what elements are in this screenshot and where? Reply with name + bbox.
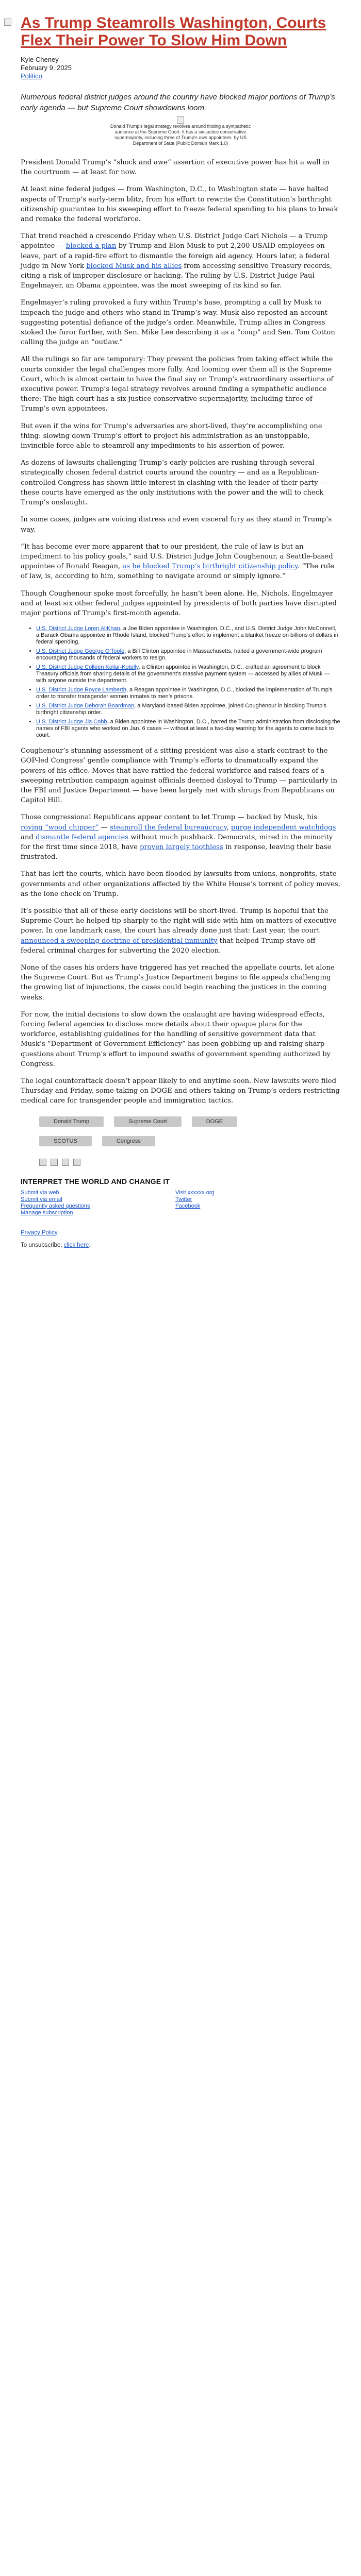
- footer: [21, 1177, 340, 1216]
- paragraph: President Donald Trump’s “shock and awe” assertion of executive power has hit a wall in the courtroom — at least for now.: [21, 159, 330, 177]
- share-icon[interactable]: [51, 1159, 58, 1166]
- list-item: • U.S. District Judge George O’Toole, a Bill Clinton appointee in Massachusetts, halted a government-wide program encouraging thousands of federal workers to resign.: [36, 648, 340, 662]
- list-item: • U.S. District Judge Royce Lamberth, a Reagan appointee in Washington, D.C., blocked the implementation of Trump’s order to transfer transgender women inmates to men’s prisons.: [36, 687, 340, 700]
- judge-link[interactable]: U.S. District Judge Loren AliKhan: [36, 625, 120, 632]
- article-body: [21, 158, 340, 1106]
- paragraph: Those congressional Republicans appear content to let Trump — backed by Musk, his roving “wood chipper” — steamroll the federal bureaucracy, purge independent watchdogs and dismantle federal agencies without much pushback. Democrats, mired in the minority for the first time since 2018, have proven largely toothless in response, leaving their base frustrated.: [21, 814, 336, 861]
- paragraph: The legal counterattack doesn’t appear likely to end anytime soon. New lawsuits were filed Thursday and Friday, some taking on DOGE and others taking on Trump’s orders restricting medical care for transgender people and immigration tactics.: [21, 1077, 340, 1105]
- watchdogs-link[interactable]: purge independent watchdogs: [231, 823, 336, 832]
- toothless-link[interactable]: proven largely toothless: [140, 843, 223, 851]
- judge-link[interactable]: U.S. District Judge Jia Cobb: [36, 719, 107, 725]
- faq-link[interactable]: Frequently asked questions: [21, 1202, 90, 1209]
- list-item: • U.S. District Judge Colleen Kollar-Kotelly, a Clinton appointee in Washington, D.C., crafted an agreement to block Treasury officials from sharing details of the government’s massive payment system — accessed by allies of Musk — with anyone outside the department.: [36, 664, 340, 684]
- paragraph: None of the cases his orders have triggered has yet reached the appellate courts, let alone the Supreme Court. But as Trump’s Justice Department begins to file appeals challenging the growing list of injunctions, the cases could begin reaching the justices in the coming weeks.: [21, 963, 335, 1002]
- bottom-links: [21, 1230, 340, 1248]
- article-image-icon: [177, 116, 184, 124]
- footer-links: [21, 1190, 340, 1216]
- list-item: • U.S. District Judge Loren AliKhan, a Joe Biden appointee in Washington, D.C., and U.S. District Judge John McConnell, a Barack Obama appointee in Rhode Island, blocked Trump’s effort to implement a blanket freeze on billions of dollars in federal spending.: [36, 625, 340, 646]
- steamroll-link[interactable]: steamroll the federal bureaucracy: [110, 823, 227, 832]
- birthright-link[interactable]: as he blocked Trump’s birthright citizenship policy: [122, 563, 298, 571]
- author: Kyle Cheney: [21, 56, 59, 63]
- paragraph: That has left the courts, which have been flooded by lawsuits from unions, nonprofits, state governments and other organizations affected by the White House’s torrent of policy moves, as the lone check on Trump.: [21, 870, 340, 898]
- submit-email-link[interactable]: Submit via email: [21, 1196, 62, 1202]
- list-item: • U.S. District Judge Deborah Boardman, a Maryland-based Biden appointee, joined Coughenour in blocking Trump’s birthright citizenship order.: [36, 703, 340, 716]
- image-block: [103, 116, 258, 146]
- page: [0, 14, 361, 1248]
- broken-image-icon: [4, 19, 11, 26]
- manage-subscription-link[interactable]: Manage subscription: [21, 1209, 73, 1216]
- paragraph: “It has become ever more apparent that to our president, the rule of law is but an impediment to his policy goals,” said U.S. District Judge John Coughenour, a Seattle-based appointee of Ronald Reagan, as he blocked Trump’s birthright citizenship policy. “The rule of law, is, according to him, something to navigate around or simply ignore.”: [21, 543, 335, 581]
- paragraph: That trend reached a crescendo Friday when U.S. District Judge Carl Nichols — a Trump appointee — blocked a plan by Trump and Elon Musk to put 2,200 USAID employees on leave, part of a rapid-fire effort to dismantle the foreign aid agency. Hours later, a federal judge in New York blocked Musk and his allies from accessing sensitive Treasury records, citing a risk of improper disclosure or hacking. The ruling by U.S. District Judge Paul Engelmayer, an Obama appointee, was the most sweeping of its kind so far.: [21, 232, 332, 290]
- tag-list: [21, 1116, 256, 1146]
- tag-donald-trump[interactable]: Donald Trump: [39, 1116, 104, 1127]
- paragraph: For now, the initial decisions to slow down the onslaught are having widespread effects, forcing federal agencies to disclose more details about their opaque plans for the workforce, establishing guidelines for the handling of sensitive government data that Musk’s “Department of Government Efficiency” has been gobbling up and raising sharp questions about Trump’s effort to impound swaths of government spending authorized by Congress.: [21, 1010, 331, 1068]
- paragraph: In some cases, judges are voicing distress and even visceral fury as they stand in Trump’s way.: [21, 516, 332, 534]
- tag-scotus[interactable]: SCOTUS: [39, 1136, 92, 1146]
- unsubscribe-link[interactable]: click here: [63, 1242, 89, 1248]
- tag-supreme-court[interactable]: Supreme Court: [114, 1116, 182, 1127]
- footer-heading: INTERPRET THE WORLD AND CHANGE IT: [21, 1177, 170, 1185]
- judge-link[interactable]: U.S. District Judge Deborah Boardman: [36, 703, 135, 709]
- article-card: [21, 14, 340, 1248]
- wood-chipper-link[interactable]: roving “wood chipper”: [21, 823, 99, 832]
- share-icon[interactable]: [73, 1159, 80, 1166]
- judges-list: [21, 625, 340, 739]
- twitter-link[interactable]: Twitter: [175, 1196, 192, 1202]
- section-link[interactable]: Politico: [21, 72, 42, 80]
- unsubscribe-line: To unsubscribe, click here.: [21, 1242, 91, 1248]
- paragraph: But even if the wins for Trump’s adversaries are short-lived, they’re accomplishing one thing: slowing down Trump’s effort to project his administration as an unstoppable, invincible force able to steamroll any impediments to his assertion of power.: [21, 422, 322, 450]
- agencies-link[interactable]: dismantle federal agencies: [36, 833, 129, 841]
- judge-link[interactable]: U.S. District Judge Colleen Kollar-Kotelly: [36, 664, 139, 671]
- article-meta: [21, 56, 340, 80]
- publish-date: February 9, 2025: [21, 64, 72, 72]
- submit-web-link[interactable]: Submit via web: [21, 1189, 59, 1196]
- privacy-policy-link[interactable]: Privacy Policy: [21, 1229, 58, 1236]
- judge-link[interactable]: U.S. District Judge Royce Lamberth: [36, 687, 126, 693]
- paragraph: Though Coughenour spoke most forcefully, he hasn’t been alone. He, Nichols, Engelmayer and at least six other federal judges appointed by presidents of both parties have disrupted major portions of Trump’s first-month agenda.: [21, 589, 337, 617]
- paragraph: Engelmayer’s ruling provoked a fury within Trump’s base, prompting a call by Musk to impeach the judge and others who stand in Trump’s way. Musk also reposted an account suggesting potential defiance of the judge’s order. Meanwhile, Trump allies in Congress stoked the furor further, with Sen. Mike Lee describing it as a “coup” and Sen. Tom Cotton calling the judge an “outlaw.”: [21, 299, 335, 347]
- list-item: • U.S. District Judge Jia Cobb, a Biden appointee in Washington, D.C., barred the Trump administration from disclosing the names of FBI agents who worked on Jan. 6 cases — without at least a two-day warning for the agents to come back to court.: [36, 719, 340, 739]
- tag-congress[interactable]: Congress: [102, 1136, 155, 1146]
- facebook-link[interactable]: Facebook: [175, 1202, 201, 1209]
- immunity-link[interactable]: announced a sweeping doctrine of presidential immunity: [21, 937, 218, 945]
- paragraph: As dozens of lawsuits challenging Trump’s early policies are rushing through several strategically chosen federal district courts around the country — and as a Republican-controlled Congress has shown little interest in clashing with the leader of their party — these courts have emerged as the only institutions with the power and the will to check Trump’s onslaught.: [21, 459, 327, 507]
- share-row: [39, 1159, 340, 1166]
- share-icon[interactable]: [39, 1159, 46, 1166]
- blocked-musk-link[interactable]: blocked Musk and his allies: [86, 262, 182, 270]
- visit-site-link[interactable]: Visit xxxxxx.org: [175, 1189, 215, 1196]
- paragraph: At least nine federal judges — from Washington, D.C., to Washington state — have halted aspects of Trump’s early-term blitz, from his effort to rewrite the Constitution’s birthright citizenship guarantee to his sweeping effort to freeze federal spending to his plans to break and remake the federal workforce.: [21, 185, 338, 224]
- tag-doge[interactable]: DOGE: [192, 1116, 237, 1127]
- share-icon[interactable]: [62, 1159, 69, 1166]
- article-dek: Numerous federal district judges around the country have blocked major portions of Trump’s early agenda — but Supreme Court showdowns loom.: [21, 93, 335, 112]
- judge-link[interactable]: U.S. District Judge George O’Toole: [36, 648, 125, 655]
- image-caption: Donald Trump's legal strategy revolves around finding a sympathetic audience at the Supreme Court. It has a six-justice conservative supermajority, including three of Trump's own appointees. by US Department of State (Public Domain Mark 1.0): [110, 124, 251, 146]
- article-title[interactable]: As Trump Steamrolls Washington, Courts Flex Their Power To Slow Him Down: [21, 14, 326, 49]
- paragraph: All the rulings so far are temporary: They prevent the policies from taking effect while the courts consider the legal challenges more fully. And looming over them all is the Supreme Court, which is almost certain to have the final say on Trump’s extraordinary assertions of executive power. Trump’s legal strategy revolves around finding a sympathetic audience there: The high court has a six-justice conservative supermajority, including three of Trump’s own appointees.: [21, 355, 334, 413]
- paragraph: It’s possible that all of these early decisions will be short-lived. Trump is hopeful that the Supreme Court he helped tip sharply to the right will side with him on matters of executive power. In one landmark case, the court has already done just that: Last year, the court announced a sweeping doctrine of presidential immunity that helped Trump stave off federal criminal charges for subverting the 2020 election.: [21, 907, 337, 955]
- paragraph: Coughenour’s stunning assessment of a sitting president was also a stark contrast to the GOP-led Congress’ gentle compliance with Trump’s efforts to dramatically expand the powers of his office. Moves that have rattled the federal workforce and raised fears of a sweeping retribution campaign against officials deemed disloyal to Trump — particularly in the FBI and Justice Department — have been largely met with shrugs from Republicans on Capitol Hill.: [21, 747, 337, 805]
- blocked-plan-link[interactable]: blocked a plan: [65, 242, 117, 250]
